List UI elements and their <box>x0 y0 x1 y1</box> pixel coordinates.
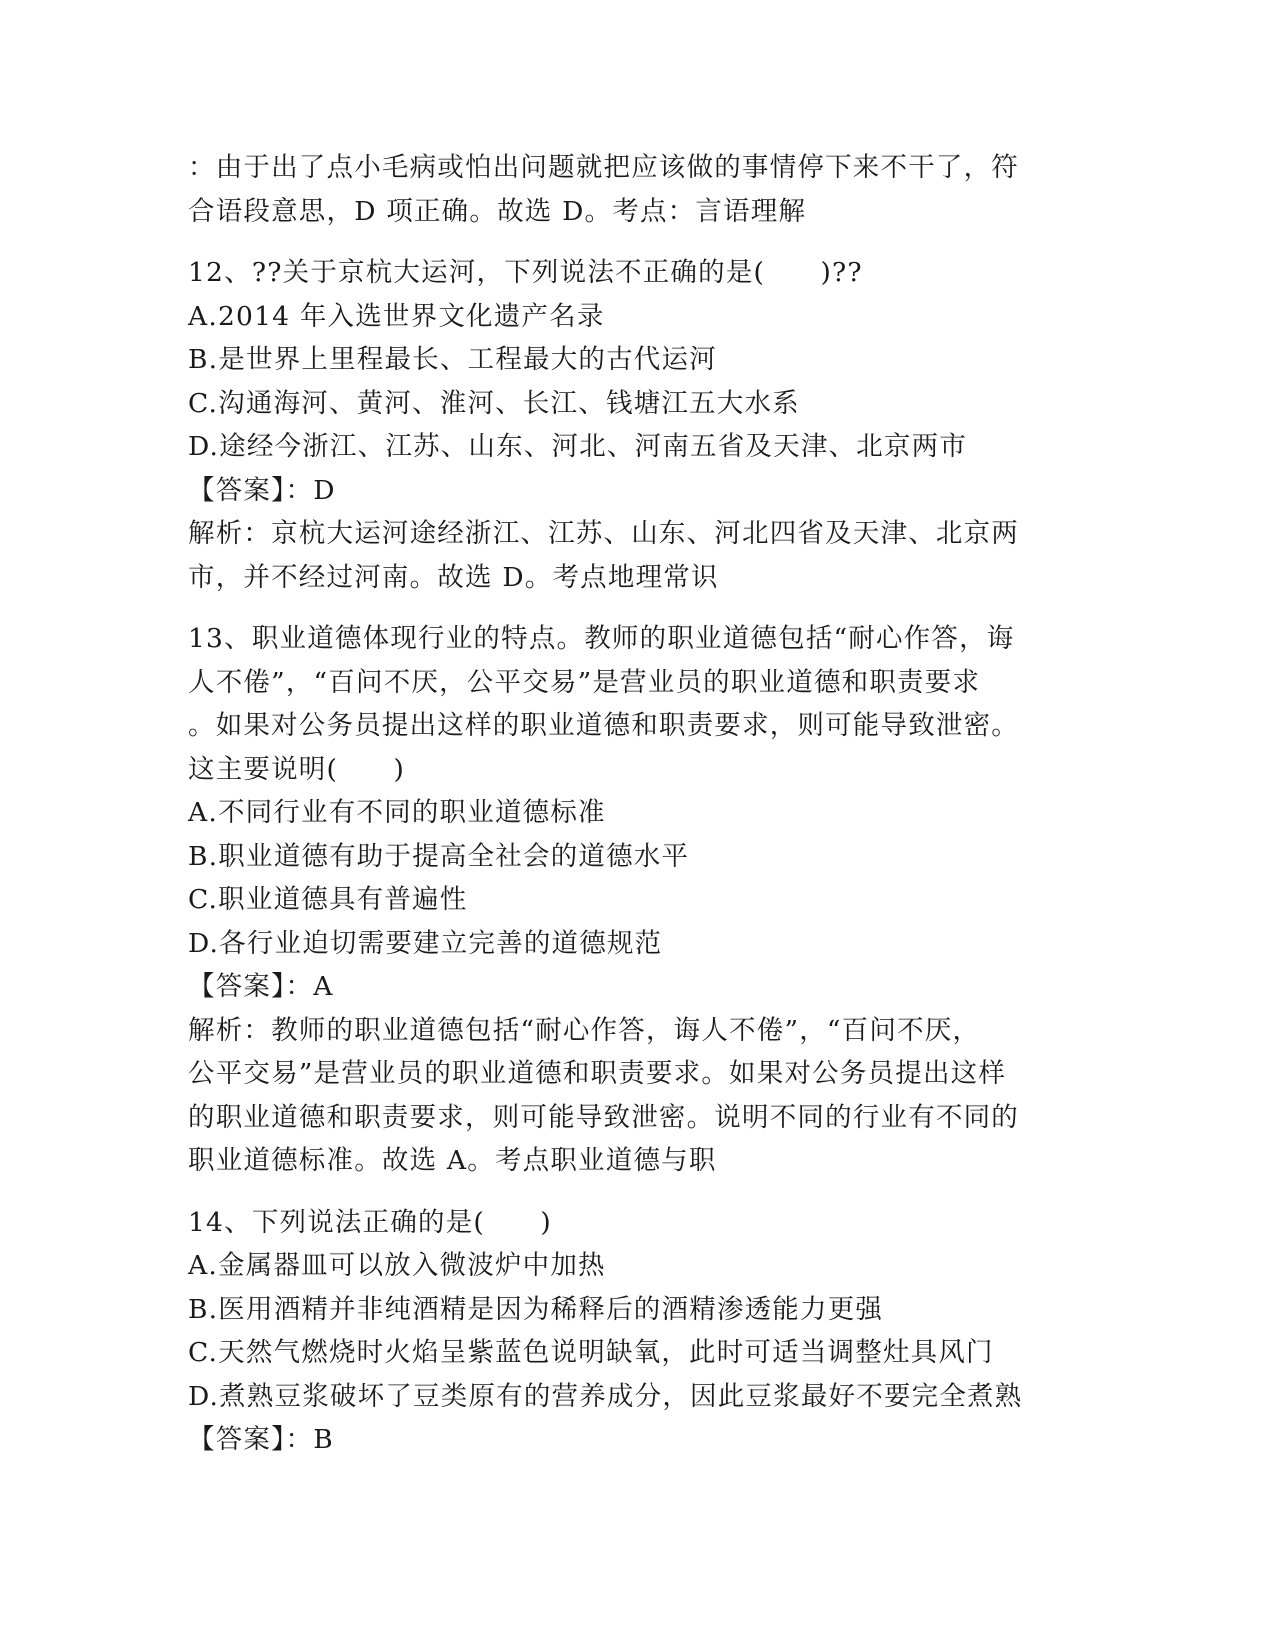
option-c: C.沟通海河、黄河、淮河、长江、钱塘江五大水系 <box>188 387 800 419</box>
answer-label: 【答案】：A <box>188 971 334 1002</box>
option-d: D.各行业迫切需要建立完善的道德规范 <box>188 927 663 959</box>
text-line: ：由于出了点小毛病或怕出问题就把应该做的事情停下来不干了，符 <box>188 152 1019 183</box>
option-d: D.煮熟豆浆破坏了豆类原有的营养成分，因此豆浆最好不要完全煮熟 <box>188 1380 1023 1412</box>
question-stem: 人不倦”，“百问不厌，公平交易”是营业员的职业道德和职责要求 <box>188 666 981 698</box>
answer-label: 【答案】：D <box>188 474 336 506</box>
option-b: B.职业道德有助于提高全社会的道德水平 <box>188 840 690 872</box>
option-a: A.不同行业有不同的职业道德标准 <box>188 797 606 828</box>
question-stem: 13、职业道德体现行业的特点。教师的职业道德包括“耐心作答，诲 <box>188 623 1015 654</box>
explanation-line: 的职业道德和职责要求，则可能导致泄密。说明不同的行业有不同的 <box>188 1101 1019 1133</box>
option-d: D.途经今浙江、江苏、山东、河北、河南五省及天津、北京两市 <box>188 431 968 462</box>
document-page <box>188 146 1068 1462</box>
paragraph-gap <box>188 233 1068 251</box>
question-12 <box>188 251 1068 599</box>
question-stem: 。如果对公务员提出这样的职业道德和职责要求，则可能导致泄密。 <box>188 710 1019 741</box>
option-a: A.2014 年入选世界文化遗产名录 <box>188 300 605 332</box>
option-a: A.金属器皿可以放入微波炉中加热 <box>188 1250 606 1281</box>
option-c: C.天然气燃烧时火焰呈紫蓝色说明缺氧，此时可适当调整灶具风门 <box>188 1337 994 1368</box>
explanation-line: 解析：京杭大运河途经浙江、江苏、山东、河北四省及天津、北京两 <box>188 518 1019 549</box>
question-stem: 12、??关于京杭大运河，下列说法不正确的是( )?? <box>188 257 863 288</box>
explanation-line: 市，并不经过河南。故选 D。考点地理常识 <box>188 561 719 593</box>
option-b: B.是世界上里程最长、工程最大的古代运河 <box>188 344 717 375</box>
explanation-line: 职业道德标准。故选 A。考点职业道德与职 <box>188 1145 717 1176</box>
question-13 <box>188 617 1068 1183</box>
question-stem: 这主要说明( ) <box>188 753 405 785</box>
option-b: B.医用酒精并非纯酒精是因为稀释后的酒精渗透能力更强 <box>188 1293 884 1325</box>
paragraph-gap <box>188 599 1068 617</box>
explanation-line: 解析：教师的职业道德包括“耐心作答，诲人不倦”，“百问不厌， <box>188 1014 981 1046</box>
question-14 <box>188 1201 1068 1462</box>
text-line: 合语段意思，D 项正确。故选 D。考点：言语理解 <box>188 195 807 227</box>
question-stem: 14、下列说法正确的是( ) <box>188 1206 552 1238</box>
paragraph-gap <box>188 1183 1068 1201</box>
answer-explanation-continuation <box>188 146 1068 233</box>
explanation-line: 公平交易”是营业员的职业道德和职责要求。如果对公务员提出这样 <box>188 1058 1007 1089</box>
answer-label: 【答案】：B <box>188 1424 334 1455</box>
option-c: C.职业道德具有普遍性 <box>188 884 468 915</box>
